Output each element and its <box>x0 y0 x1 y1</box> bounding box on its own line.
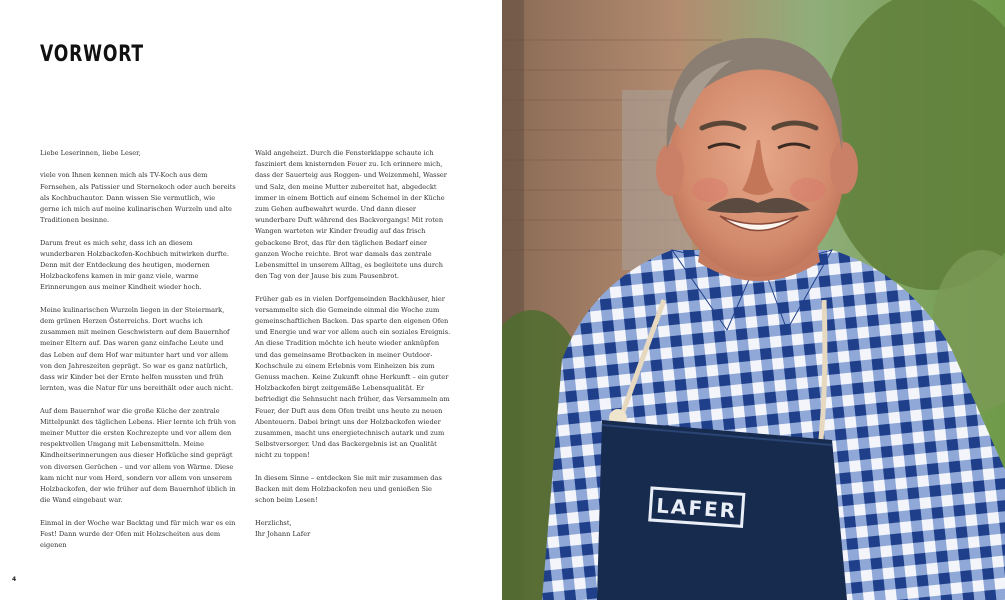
paragraph: In diesem Sinne – entdecken Sie mit mir zusammen das Backen mit dem Holzbackofen neu und genießen Sie schon beim Lesen! <box>255 473 442 505</box>
paragraph: Liebe Leserinnen, liebe Leser, <box>40 149 141 157</box>
paragraph: Darum freut es mich sehr, dass ich an diesem wunderbaren Holzbackofen-Kochbuch mitwirken durfte. Denn mit der Entdeckung des heutigen, modernen Holzbackofens kamen in mir ganz viele, warme Erinnerungen aus meiner Kindheit wieder hoch. <box>40 238 229 292</box>
paragraph: Meine kulinarischen Wurzeln liegen in der Steiermark, dem grünen Herzen Österreichs. Dort wuchs ich zusammen mit meinen Geschwistern auf dem Bauernhof meiner Eltern auf. Das waren ganz einfache Leute und das Leben auf dem Hof war mitunter hart und vor allem von den Jahreszeiten geprägt. So war es ganz natürlich, dass wir Kinder bei der Ernte helfen mussten und früh lernten, was die Natur für uns bereithält oder auch nicht. <box>40 305 234 393</box>
apron-logo-text: LAFER <box>655 493 738 523</box>
page-title: VORWORT <box>40 42 144 67</box>
left-page <box>0 0 502 600</box>
page-number: 4 <box>12 576 17 583</box>
paragraph: Einmal in der Woche war Backtag und für mich war es ein Fest! Dann wurde der Ofen mit Holzscheiten aus dem eigenen <box>40 518 236 550</box>
text-column-right <box>255 148 451 551</box>
paragraph: Auf dem Bauernhof war die große Küche der zentrale Mittelpunkt des täglichen Lebens. Hier lernte ich früh von meiner Mutter die ersten Kochrezepte und vor allem den respektvollen Umgang mit Lebensmitteln. Meine Kindheitserinnerungen aus dieser Hofküche sind geprägt von diversen Gerüchen – und vor allem von Wärme. Diese kam nicht nur vom Herd, sondern vor allem von unserem Holzbackofen, der wie früher auf dem Bauernhof üblich in die Wand eingebaut war. <box>40 406 236 505</box>
portrait-photo <box>502 0 1005 600</box>
signature: Herzlichst, Ihr Johann Lafer <box>255 518 311 538</box>
paragraph: viele von Ihnen kennen mich als TV-Koch aus dem Fernsehen, als Patissier und Sternekoch oder auch bereits als Kochbuchautor. Dann wissen Sie vermutlich, wie gerne ich mich auf meine kulinarischen Wurzeln und alte Traditionen besinne. <box>40 171 236 225</box>
text-column-left <box>40 148 236 562</box>
paragraph: Früher gab es in vielen Dorfgemeinden Backhäuser, hier versammelte sich die Gemeinde einmal die Woche zum gemeinschaftlichen Backen. Das sparte den eigenen Ofen und Energie und war vor allem auch ein soziales Ereignis. An diese Tradition möchte ich heute wieder anknüpfen und das gemeinsame Brotbacken in meiner Outdoor-Kochschule zu einem Erlebnis vom Einheizen bis zum Genuss machen. Keine Zukunft ohne Herkunft – ein guter Holzbackofen birgt zeitgemäße Lebensqualität. Er befriedigt die Sehnsucht nach früher, das Versammeln am Feuer, der Duft aus dem Ofen treibt uns heute zu neuen Abenteuern. Dabei bringt uns der Holzbackofen wieder zusammen, macht uns energietechnisch autark und zum Selbstversorger. Und das Backergebnis ist an Qualität nicht zu toppen! <box>255 294 451 460</box>
paragraph: Wald angeheizt. Durch die Fensterklappe schaute ich fasziniert dem knisternden Feuer zu. Ich erinnere mich, dass der Sauerteig aus Roggen- und Weizenmehl, Wasser und Salz, den meine Mutter zubereitet hat, abgedeckt immer in einem Bottich auf einem Schemel in der Küche zum Gehen aufbewahrt wurde. Und dann dieser wunderbare Duft während des Backvorgangs! Mit roten Wangen warteten wir Kinder freudig auf das frisch gebackene Brot, das für den täglichen Bedarf einer ganzen Woche reichte. Brot war damals das zentrale Lebensmittel in unserem Alltag, es begleitete uns durch den Tag von der Jause bis zum Pausenbrot. <box>255 149 447 281</box>
